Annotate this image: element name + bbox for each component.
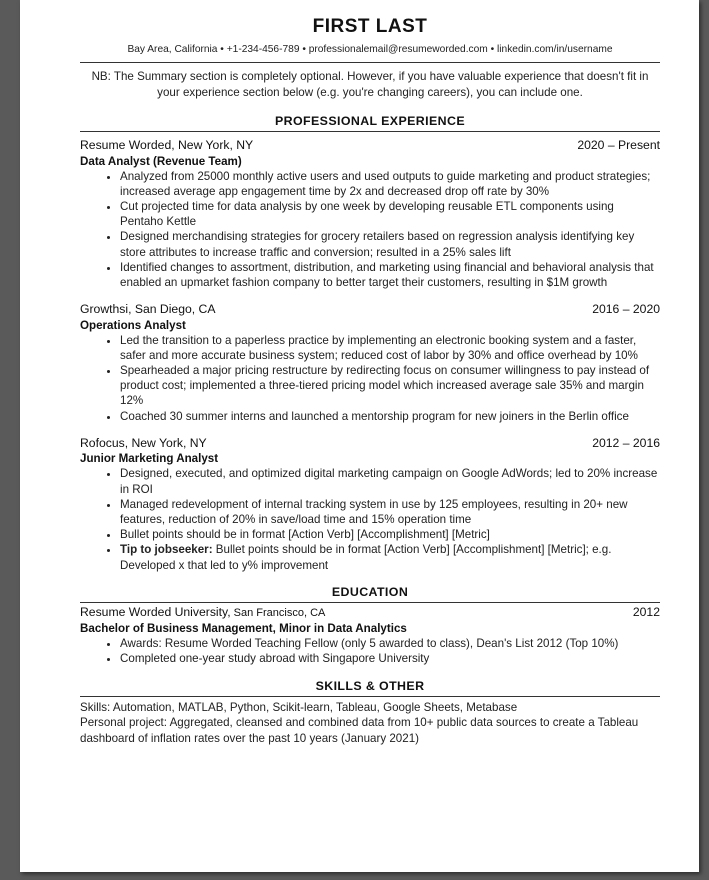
- job-bullet: • Bullet points should be in format [Action Verb] [Accomplishment] [Metric]: [120, 527, 660, 542]
- job-bullets: [80, 466, 660, 572]
- resume-page: [20, 0, 699, 872]
- education-bullet: • Completed one-year study abroad with Singapore University: [120, 651, 660, 666]
- job-entry: [80, 138, 660, 290]
- job-company: Growthsi, San Diego, CA: [80, 302, 216, 317]
- job-bullet: • Designed merchandising strategies for grocery retailers based on regression analysis identifying key store attributes to increase traffic and conversion; resulted in a 25% sales lift: [120, 229, 660, 259]
- job-dates: 2016 – 2020: [592, 302, 660, 317]
- contact-line: Bay Area, California • +1-234-456-789 • professionalemail@resumeworded.com • linkedin.com/in/username: [80, 43, 660, 63]
- job-entry: [80, 436, 660, 573]
- skills-line: Skills: Automation, MATLAB, Python, Scikit-learn, Tableau, Google Sheets, Metabase: [80, 700, 518, 714]
- education-bullet: • Awards: Resume Worded Teaching Fellow (only 5 awarded to class), Dean's List 2012 (Top 10%): [120, 636, 660, 651]
- job-role: Junior Marketing Analyst: [80, 452, 219, 466]
- education-header: [80, 605, 660, 622]
- job-dates: 2020 – Present: [577, 138, 660, 152]
- tip-text: Bullet points should be in format [Action Verb] [Accomplishment] [Metric]; e.g. Developed x that led to y% improvement: [120, 543, 612, 572]
- job-dates: 2012 – 2016: [592, 435, 660, 450]
- job-bullet: • Coached 30 summer interns and launched a mentorship program for new joiners in the Berlin office: [120, 409, 660, 424]
- job-bullet: • Cut projected time for data analysis by one week by developing reusable ETL components using Pentaho Kettle: [120, 199, 660, 229]
- job-header: [80, 302, 660, 318]
- job-bullet-tip: [120, 542, 660, 572]
- experience-section-title: PROFESSIONAL EXPERIENCE: [80, 114, 660, 132]
- education-degree: Bachelor of Business Management, Minor in Data Analytics: [80, 622, 407, 636]
- job-bullets: [80, 169, 660, 291]
- education-location: San Francisco, CA: [230, 606, 326, 619]
- candidate-name: FIRST LAST: [312, 16, 428, 37]
- job-bullet: • Designed, executed, and optimized digital marketing campaign on Google AdWords; led to 20% increase in ROI: [120, 466, 660, 496]
- education-school-line: [80, 605, 325, 622]
- job-bullet: • Led the transition to a paperless practice by implementing an electronic booking system and a faster, safer and more accurate business system; reduced cost of labor by 30% and office overhead by 10%: [120, 333, 660, 363]
- job-entry: [80, 302, 660, 424]
- resume-content: [80, 16, 660, 746]
- personal-project-line: Personal project: Aggregated, cleansed and combined data from 10+ public data sources to create a Tableau dashboard of inflation rates over the past 10 years (January 2021): [80, 716, 639, 745]
- job-role: Operations Analyst: [80, 318, 186, 332]
- job-header: [80, 138, 660, 154]
- summary-note: NB: The Summary section is completely optional. However, if you have valuable experience that doesn't fit in your experience section below (e.g. you're changing careers), you can include one.: [91, 70, 649, 99]
- job-company: Resume Worded, New York, NY: [80, 138, 254, 152]
- job-company: Rofocus, New York, NY: [80, 435, 207, 450]
- job-bullet: • Analyzed from 25000 monthly active users and used outputs to guide marketing and product strategies; increased average app engagement time by 2x and decreased drop off rate by 30%: [120, 169, 660, 199]
- education-year: 2012: [632, 604, 660, 619]
- job-bullet: • Spearheaded a major pricing restructure by redirecting focus on consumer willingness to pay instead of product cost; implemented a three-tiered pricing model which increased average sale 35% and margin 12%: [120, 363, 660, 409]
- education-entry: [80, 605, 660, 667]
- tip-label: Tip to jobseeker:: [120, 543, 213, 557]
- job-header: [80, 436, 660, 452]
- job-role: Data Analyst (Revenue Team): [80, 154, 242, 168]
- education-section-title: EDUCATION: [80, 585, 660, 603]
- education-school: Resume Worded University,: [80, 604, 231, 619]
- education-bullets: [80, 636, 660, 666]
- skills-section-title: SKILLS & OTHER: [80, 679, 660, 697]
- job-bullets: [80, 333, 660, 424]
- job-bullet: • Identified changes to assortment, distribution, and marketing using financial and behavioral analysis that enabled an upmarket fashion company to better target their customers, resulting in $1M growth: [120, 260, 660, 290]
- job-bullet: • Managed redevelopment of internal tracking system in use by 125 employees, resulting in 20+ new features, reduction of 20% in save/load time and 15% operation time: [120, 497, 660, 527]
